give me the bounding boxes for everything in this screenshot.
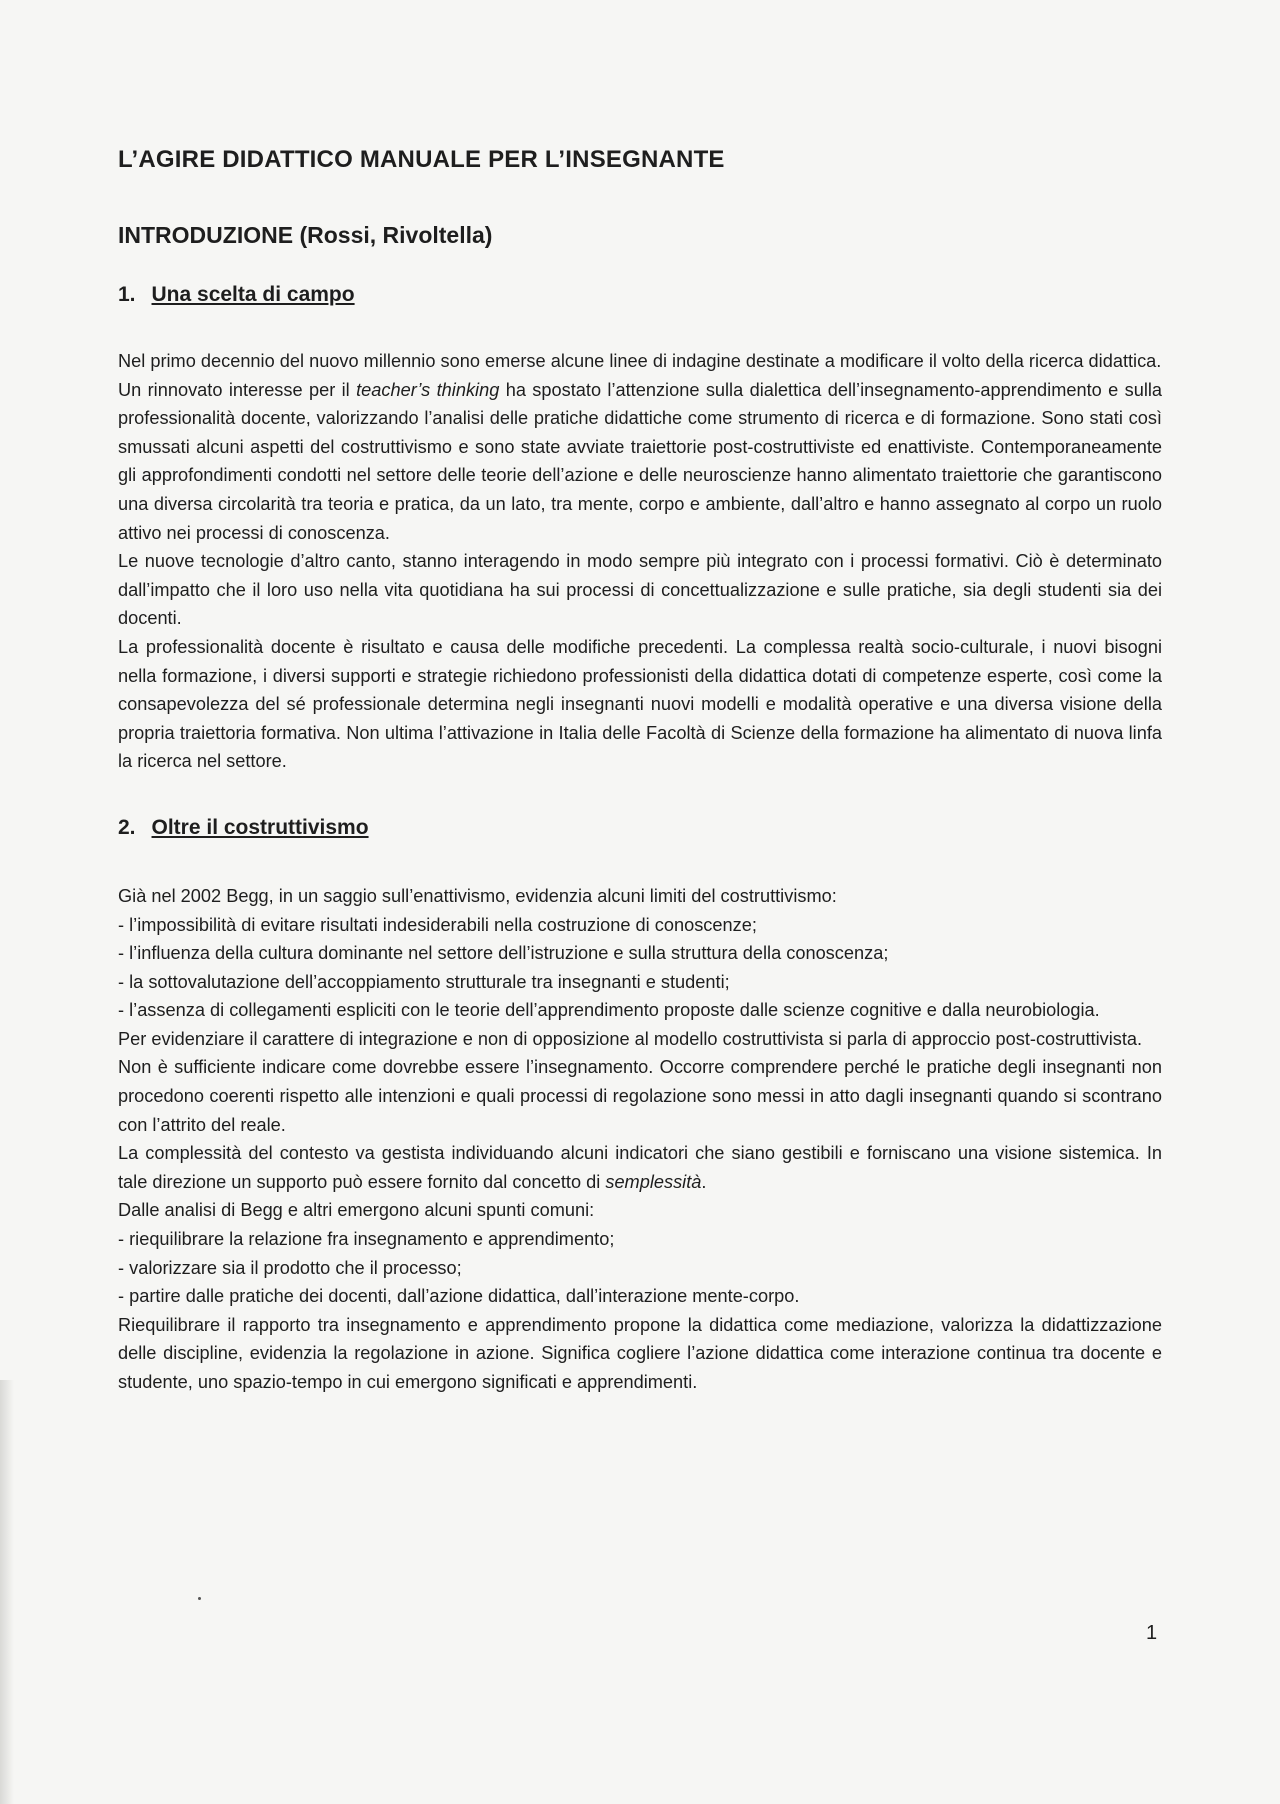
text-run: ha spostato l’attenzione sulla dialettica dell’insegnamento-apprendimento e sulla professionalità docente, valorizzando l’analisi delle pratiche didattiche come strumento di ricerca e di formazione. Sono stati così smussati alcuni aspetti del costruttivismo e sono state avviate traiettorie post-costruttiviste ed enattiviste. Contemporaneamente gli approfondimenti condotti nel settore delle teorie dell’azione e delle neuroscienze hanno alimentato traiettorie che garantiscono una diversa circolarità tra teoria e pratica, da un lato, tra mente, corpo e ambiente, dall’altro e hanno assegnato al corpo un ruolo attivo nei processi di conoscenza. [118, 379, 1163, 543]
paragraph: Le nuove tecnologie d’altro canto, stanno interagendo in modo sempre più integrato con i processi formativi. Ciò è determinato dall’impatto che il loro uso nella vita quotidiana ha sui processi di concettualizzazione e sulle pratiche, sia degli studenti sia dei docenti. [118, 551, 1162, 629]
text-run: Un rinnovato interesse per il [118, 379, 357, 400]
document-title: L’AGIRE DIDATTICO MANUALE PER L’INSEGNANTE [118, 146, 725, 173]
section-1-heading [118, 283, 1162, 307]
list-item: - l’influenza della cultura dominante nel settore dell’istruzione e sulla struttura della conoscenza; [118, 943, 889, 964]
paragraph: Già nel 2002 Begg, in un saggio sull’enattivismo, evidenzia alcuni limiti del costruttivismo: [118, 885, 837, 906]
paragraph [118, 376, 1162, 548]
paragraph: Nel primo decennio del nuovo millennio sono emerse alcune linee di indagine destinate a modificare il volto della ricerca didattica. [118, 351, 1162, 371]
page-number: 1 [1146, 1622, 1158, 1644]
list-item: - l’assenza di collegamenti espliciti con le teorie dell’apprendimento proposte dalle scienze cognitive e dalla neurobiologia. [118, 1000, 1100, 1021]
paragraph: Dalle analisi di Begg e altri emergono alcuni spunti comuni: [118, 1200, 595, 1221]
italic-term: semplessità [605, 1171, 702, 1192]
section-1-body [118, 347, 1162, 776]
section-1-title: Una scelta di campo [151, 283, 355, 306]
list-item: - la sottovalutazione dell’accoppiamento strutturale tra insegnanti e studenti; [118, 971, 730, 992]
scan-edge-shadow [0, 1380, 14, 1804]
paragraph: Per evidenziare il carattere di integrazione e non di opposizione al modello costruttivista si parla di approccio post-costruttivista. [118, 1028, 1143, 1049]
introduction-label: INTRODUZIONE [118, 222, 294, 248]
list-item: - partire dalle pratiche dei docenti, dall’azione didattica, dall’interazione mente-corpo. [118, 1286, 800, 1307]
section-1-number: 1. [118, 283, 136, 306]
paragraph: Riequilibrare il rapporto tra insegnamento e apprendimento propone la didattica come mediazione, valorizza la didattizzazione delle discipline, evidenzia la regolazione in azione. Significa cogliere l’azione didattica come interazione continua tra docente e studente, uno spazio-tempo in cui emergono significati e apprendimenti. [118, 1314, 1162, 1392]
list-item: - valorizzare sia il prodotto che il processo; [118, 1257, 462, 1278]
introduction-authors: (Rossi, Rivoltella) [299, 222, 493, 248]
section-2-number: 2. [118, 815, 136, 839]
list-item: - l’impossibilità di evitare risultati indesiderabili nella costruzione di conoscenze; [118, 914, 757, 935]
paragraph [118, 1139, 1162, 1196]
text-run: . [701, 1171, 707, 1192]
document-body [118, 146, 1162, 1397]
section-2-body [118, 882, 1162, 1397]
paragraph: La professionalità docente è risultato e causa delle modifiche precedenti. La complessa realtà socio-culturale, i nuovi bisogni nella formazione, i diversi supporti e strategie richiedono professionisti della didattica dotati di competenze esperte, così come la consapevolezza del sé professionale determina negli insegnanti nuovi modelli e modalità operative e una diversa visione della propria traiettoria formativa. Non ultima l’attivazione in Italia delle Facoltà di Scienze della formazione ha alimentato di nuova linfa la ricerca nel settore. [118, 636, 1162, 772]
introduction-heading [118, 222, 1162, 249]
section-2-title: Oltre il costruttivismo [151, 815, 369, 839]
paragraph: Non è sufficiente indicare come dovrebbe essere l’insegnamento. Occorre comprendere perché le pratiche degli insegnanti non procedono coerenti rispetto alle intenzioni e quali processi di regolazione sono messi in atto dagli insegnanti quando si scontrano con l’attrito del reale. [118, 1057, 1162, 1135]
text-run: La complessità del contesto va gestista individuando alcuni indicatori che siano gestibili e forniscano una visione sistemica. In tale direzione un supporto può essere fornito dal concetto di [118, 1143, 1162, 1192]
section-2-heading [118, 816, 1162, 840]
scan-speck [198, 1597, 201, 1600]
list-item: - riequilibrare la relazione fra insegnamento e apprendimento; [118, 1229, 615, 1250]
italic-term: teacher’s thinking [356, 379, 500, 400]
